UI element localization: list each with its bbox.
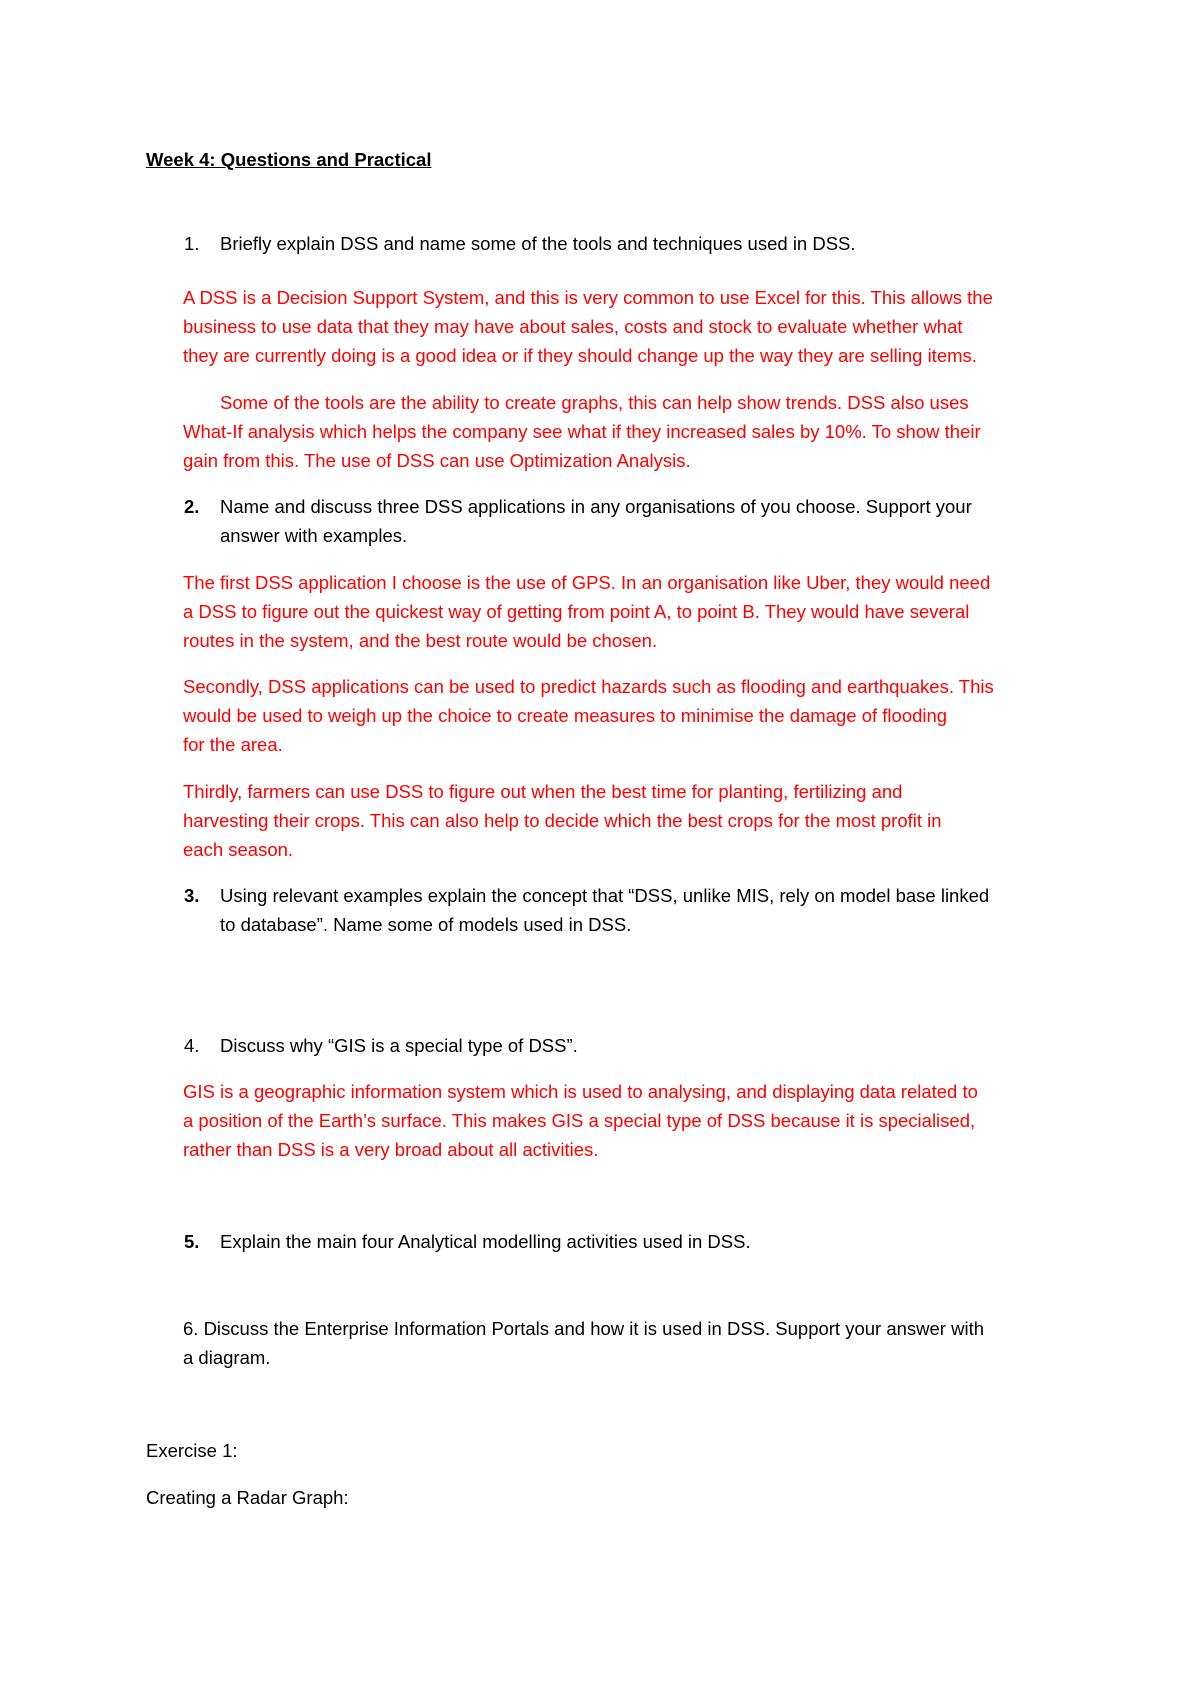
answer-1-tools-line: gain from this. The use of DSS can use Optimization Analysis. — [183, 450, 691, 471]
exercise-subheading: Creating a Radar Graph: — [146, 1487, 349, 1508]
question-3-text: to database”. Name some of models used in DSS. — [220, 914, 632, 935]
question-3-number: 3. — [184, 885, 200, 906]
answer-1-tools-line: Some of the tools are the ability to create graphs, this can help show trends. DSS also uses — [220, 392, 969, 413]
answer-2-hazards-line: would be used to weigh up the choice to create measures to minimise the damage of flooding — [183, 705, 948, 726]
answer-2-hazards-line: Secondly, DSS applications can be used to predict hazards such as flooding and earthquakes. This — [183, 676, 994, 697]
answer-4-line: GIS is a geographic information system which is used to analysing, and displaying data related to — [183, 1081, 978, 1102]
answer-4-line: a position of the Earth’s surface. This makes GIS a special type of DSS because it is specialised, — [183, 1110, 976, 1131]
question-4-text: Discuss why “GIS is a special type of DSS”. — [220, 1035, 578, 1056]
answer-2-farmers-line: each season. — [183, 839, 294, 860]
question-5-text: Explain the main four Analytical modelling activities used in DSS. — [220, 1231, 751, 1252]
exercise-heading: Exercise 1: — [146, 1440, 238, 1461]
answer-1-line: they are currently doing is a good idea or if they should change up the way they are selling items. — [183, 345, 977, 366]
question-3-text: Using relevant examples explain the concept that “DSS, unlike MIS, rely on model base linked — [220, 885, 990, 906]
answer-1-tools-line: What-If analysis which helps the company see what if they increased sales by 10%. To show their — [183, 421, 981, 442]
question-2-text: answer with examples. — [220, 525, 408, 546]
answer-2-gps-line: a DSS to figure out the quickest way of getting from point A, to point B. They would have several — [183, 601, 970, 622]
question-6-text: 6. Discuss the Enterprise Information Portals and how it is used in DSS. Support your answer with — [183, 1318, 985, 1339]
answer-2-gps-line: routes in the system, and the best route would be chosen. — [183, 630, 658, 651]
answer-2-farmers-line: Thirdly, farmers can use DSS to figure out when the best time for planting, fertilizing and — [183, 781, 903, 802]
question-2-number: 2. — [184, 496, 200, 517]
question-2-text: Name and discuss three DSS applications in any organisations of you choose. Support your — [220, 496, 972, 517]
page-title: Week 4: Questions and Practical — [146, 149, 432, 170]
answer-2-gps-line: The first DSS application I choose is the use of GPS. In an organisation like Uber, they would need — [183, 572, 991, 593]
answer-4-line: rather than DSS is a very broad about all activities. — [183, 1139, 599, 1160]
answer-2-hazards-line: for the area. — [183, 734, 283, 755]
answer-1-line: A DSS is a Decision Support System, and this is very common to use Excel for this. This allows the — [183, 287, 993, 308]
question-4-number: 4. — [184, 1035, 200, 1056]
answer-1-line: business to use data that they may have about sales, costs and stock to evaluate whether what — [183, 316, 963, 337]
question-1-number: 1. — [184, 233, 200, 254]
question-6-text: a diagram. — [183, 1347, 271, 1368]
answer-2-farmers-line: harvesting their crops. This can also help to decide which the best crops for the most profit in — [183, 810, 942, 831]
question-1-text: Briefly explain DSS and name some of the tools and techniques used in DSS. — [220, 233, 856, 254]
question-5-number: 5. — [184, 1231, 200, 1252]
